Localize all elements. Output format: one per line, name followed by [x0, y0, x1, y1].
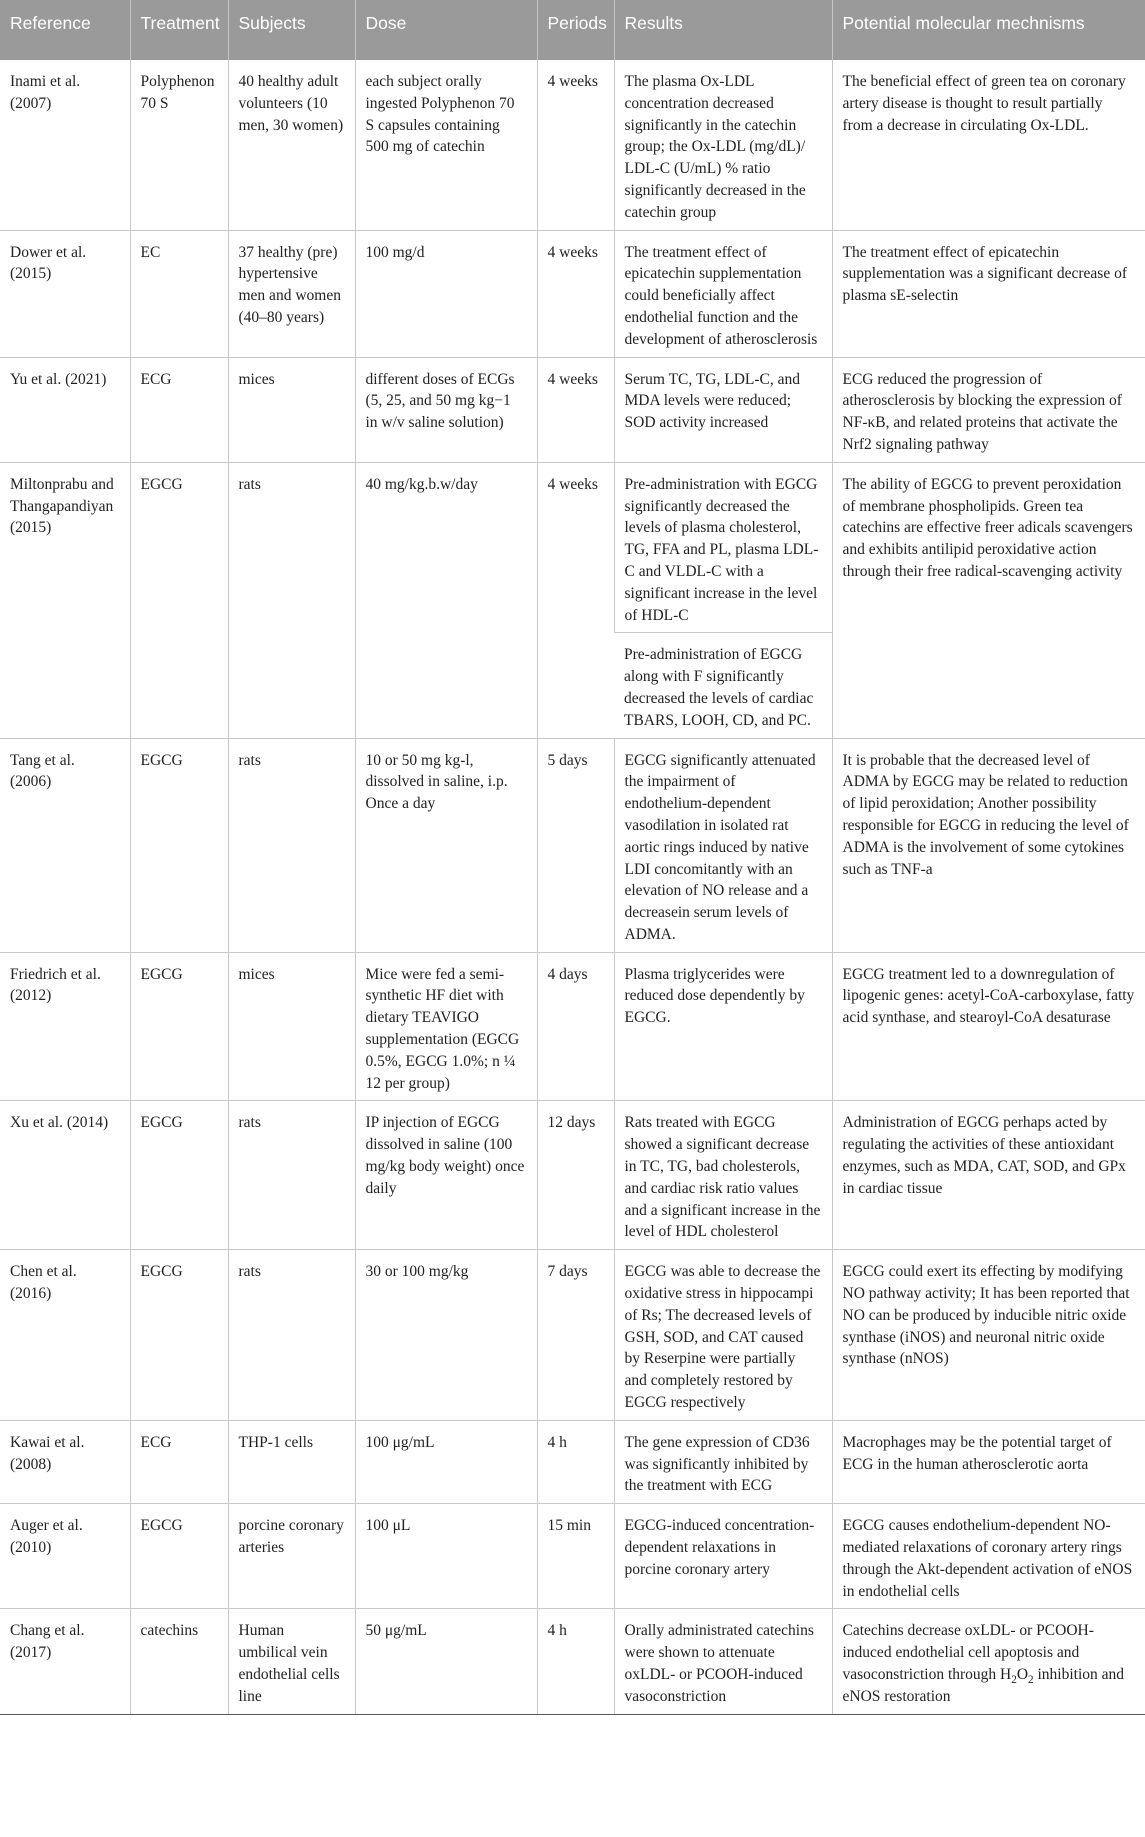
cell-period: 12 days — [537, 1101, 614, 1250]
cell-reference: Friedrich et al. (2012) — [0, 952, 130, 1101]
cell-treatment: EC — [130, 230, 228, 357]
cell-subjects: THP-1 cells — [228, 1420, 355, 1503]
table-row — [0, 1420, 1145, 1503]
cell-period: 4 h — [537, 1420, 614, 1503]
cell-results: The treatment effect of epicatechin supplementation could beneficially affect endothelial function and the development of atherosclerosis — [614, 230, 832, 357]
table-row — [0, 1250, 1145, 1421]
subscript-2: 2 — [1028, 1674, 1034, 1687]
cell-results: EGCG was able to decrease the oxidative stress in hippocampi of Rs; The decreased levels of GSH, SOD, and CAT caused by Reserpine were partially and completely restored by EGCG respectively — [614, 1250, 832, 1421]
cell-mechanism: Macrophages may be the potential target of ECG in the human atherosclerotic aorta — [832, 1420, 1145, 1503]
table-row — [0, 1504, 1145, 1609]
table-row — [0, 230, 1145, 357]
cell-results: Rats treated with EGCG showed a significant decrease in TC, TG, bad cholesterols, and cardiac risk ratio values and a significant increase in the level of HDL cholesterol — [614, 1101, 832, 1250]
cell-subjects: mices — [228, 357, 355, 462]
header-treatment: Treatment — [130, 0, 228, 60]
cell-reference: Inami et al. (2007) — [0, 60, 130, 230]
cell-dose: 100 μL — [355, 1504, 537, 1609]
cell-dose: Mice were fed a semi-synthetic HF diet with dietary TEAVIGO supplementation (EGCG 0.5%, EGCG 1.0%; n ¼ 12 per group) — [355, 952, 537, 1101]
header-reference: Reference — [0, 0, 130, 60]
table-header-row — [0, 0, 1145, 60]
cell-mechanism: The treatment effect of epicatechin supplementation was a significant decrease of plasma sE-selectin — [832, 230, 1145, 357]
header-subjects: Subjects — [228, 0, 355, 60]
cell-period: 5 days — [537, 738, 614, 952]
cell-results: Serum TC, TG, LDL-C, and MDA levels were reduced; SOD activity increased — [614, 357, 832, 462]
cell-mechanism: Administration of EGCG perhaps acted by regulating the activities of these antioxidant enzymes, such as MDA, CAT, SOD, and GPx in cardiac tissue — [832, 1101, 1145, 1250]
cell-reference: Kawai et al. (2008) — [0, 1420, 130, 1503]
cell-treatment: Polyphenon 70 S — [130, 60, 228, 230]
header-dose: Dose — [355, 0, 537, 60]
cell-dose: 40 mg/kg.b.w/day — [355, 462, 537, 738]
cell-dose: 100 μg/mL — [355, 1420, 537, 1503]
cell-subjects: rats — [228, 738, 355, 952]
cell-mechanism: ECG reduced the progression of atherosclerosis by blocking the expression of NF-κB, and related proteins that activate the Nrf2 signaling pathway — [832, 357, 1145, 462]
cell-treatment: ECG — [130, 1420, 228, 1503]
cell-dose: different doses of ECGs (5, 25, and 50 mg kg−1 in w/v saline solution) — [355, 357, 537, 462]
cell-results: Orally administrated catechins were shown to attenuate oxLDL- or PCOOH-induced vasoconstriction — [614, 1609, 832, 1714]
table-row — [0, 738, 1145, 952]
cell-subjects: 37 healthy (pre) hypertensive men and women (40–80 years) — [228, 230, 355, 357]
cell-results: Pre-administration with EGCG significantly decreased the levels of plasma cholesterol, TG, FFA and PL, plasma LDL-C and VLDL-C with a significant increase in the level of HDL-C — [614, 462, 832, 633]
cell-treatment: ECG — [130, 357, 228, 462]
cell-subjects: mices — [228, 952, 355, 1101]
table-row — [0, 952, 1145, 1101]
cell-mechanism: The beneficial effect of green tea on coronary artery disease is thought to result partially from a decrease in circulating Ox-LDL. — [832, 60, 1145, 230]
cell-results: Pre-administration of EGCG along with F significantly decreased the levels of cardiac TBARS, LOOH, CD, and PC. — [614, 633, 832, 738]
cell-treatment: EGCG — [130, 1250, 228, 1421]
cell-subjects: rats — [228, 462, 355, 738]
table-row — [0, 462, 1145, 633]
cell-period: 4 weeks — [537, 462, 614, 738]
cell-period: 7 days — [537, 1250, 614, 1421]
subscript-2: 2 — [1011, 1674, 1017, 1687]
mechanism-text: inhibition and eNOS restoration — [842, 1666, 1125, 1705]
header-results: Results — [614, 0, 832, 60]
cell-dose: 100 mg/d — [355, 230, 537, 357]
cell-period: 4 h — [537, 1609, 614, 1714]
cell-results: EGCG significantly attenuated the impairment of endothelium-dependent vasodilation in isolated rat aortic rings induced by native LDI concomitantly with an elevation of NO release and a decreasein serum levels of ADMA. — [614, 738, 832, 952]
cell-subjects: rats — [228, 1101, 355, 1250]
cell-subjects: Human umbilical vein endothelial cells line — [228, 1609, 355, 1714]
cell-period: 4 days — [537, 952, 614, 1101]
cell-reference: Chen et al. (2016) — [0, 1250, 130, 1421]
cell-reference: Dower et al. (2015) — [0, 230, 130, 357]
cell-reference: Chang et al. (2017) — [0, 1609, 130, 1714]
cell-mechanism: EGCG could exert its effecting by modifying NO pathway activity; It has been reported that NO can be produced by inducible nitric oxide synthase (iNOS) and neuronal nitric oxide synthase (nNOS) — [832, 1250, 1145, 1421]
cell-treatment: catechins — [130, 1609, 228, 1714]
cell-treatment: EGCG — [130, 1101, 228, 1250]
cell-subjects: rats — [228, 1250, 355, 1421]
cell-subjects: porcine coronary arteries — [228, 1504, 355, 1609]
cell-period: 15 min — [537, 1504, 614, 1609]
cell-mechanism: EGCG treatment led to a downregulation of lipogenic genes: acetyl-CoA-carboxylase, fatty acid synthase, and stearoyl-CoA desaturase — [832, 952, 1145, 1101]
cell-treatment: EGCG — [130, 1504, 228, 1609]
cell-dose: IP injection of EGCG dissolved in saline (100 mg/kg body weight) once daily — [355, 1101, 537, 1250]
table-row — [0, 60, 1145, 230]
cell-results: Plasma triglycerides were reduced dose dependently by EGCG. — [614, 952, 832, 1101]
cell-treatment: EGCG — [130, 952, 228, 1101]
header-periods: Periods — [537, 0, 614, 60]
mechanism-text: O — [1016, 1666, 1029, 1683]
cell-mechanism: EGCG causes endothelium-dependent NO-mediated relaxations of coronary artery rings through the Akt-dependent activation of eNOS in endothelial cells — [832, 1504, 1145, 1609]
cell-results: The plasma Ox-LDL concentration decreased significantly in the catechin group; the Ox-LDL (mg/dL)/ LDL-C (U/mL) % ratio significantly decreased in the catechin group — [614, 60, 832, 230]
cell-subjects: 40 healthy adult volunteers (10 men, 30 women) — [228, 60, 355, 230]
mechanism-text: Catechins decrease oxLDL- or PCOOH-induced endothelial cell apoptosis and vasoconstriction through H — [842, 1622, 1094, 1683]
cell-reference: Miltonprabu and Thangapandiyan (2015) — [0, 462, 130, 738]
cell-treatment: EGCG — [130, 738, 228, 952]
table-row — [0, 1101, 1145, 1250]
cell-period: 4 weeks — [537, 230, 614, 357]
cell-mechanism: The ability of EGCG to prevent peroxidation of membrane phospholipids. Green tea catechins are effective freer adicals scavengers and exhibits antilipid peroxidative action through their free radical-scavenging activity — [832, 462, 1145, 738]
table-row — [0, 357, 1145, 462]
cell-period: 4 weeks — [537, 357, 614, 462]
cell-treatment: EGCG — [130, 462, 228, 738]
table-row — [0, 1609, 1145, 1714]
cell-reference: Auger et al. (2010) — [0, 1504, 130, 1609]
cell-results: The gene expression of CD36 was significantly inhibited by the treatment with ECG — [614, 1420, 832, 1503]
cell-period: 4 weeks — [537, 60, 614, 230]
cell-reference: Yu et al. (2021) — [0, 357, 130, 462]
cell-reference: Tang et al. (2006) — [0, 738, 130, 952]
cell-dose: each subject orally ingested Polyphenon 70 S capsules containing 500 mg of catechin — [355, 60, 537, 230]
cell-mechanism: It is probable that the decreased level of ADMA by EGCG may be related to reduction of lipid peroxidation; Another possibility responsible for EGCG in reducing the level of ADMA is the involvement of some cytokines such as TNF-a — [832, 738, 1145, 952]
cell-dose: 30 or 100 mg/kg — [355, 1250, 537, 1421]
cell-reference: Xu et al. (2014) — [0, 1101, 130, 1250]
cell-dose: 10 or 50 mg kg-l, dissolved in saline, i.p. Once a day — [355, 738, 537, 952]
header-mechanisms: Potential molecular mechnisms — [832, 0, 1145, 60]
cell-dose: 50 μg/mL — [355, 1609, 537, 1714]
cell-results: EGCG-induced concentration-dependent relaxations in porcine coronary artery — [614, 1504, 832, 1609]
cell-mechanism — [832, 1609, 1145, 1714]
